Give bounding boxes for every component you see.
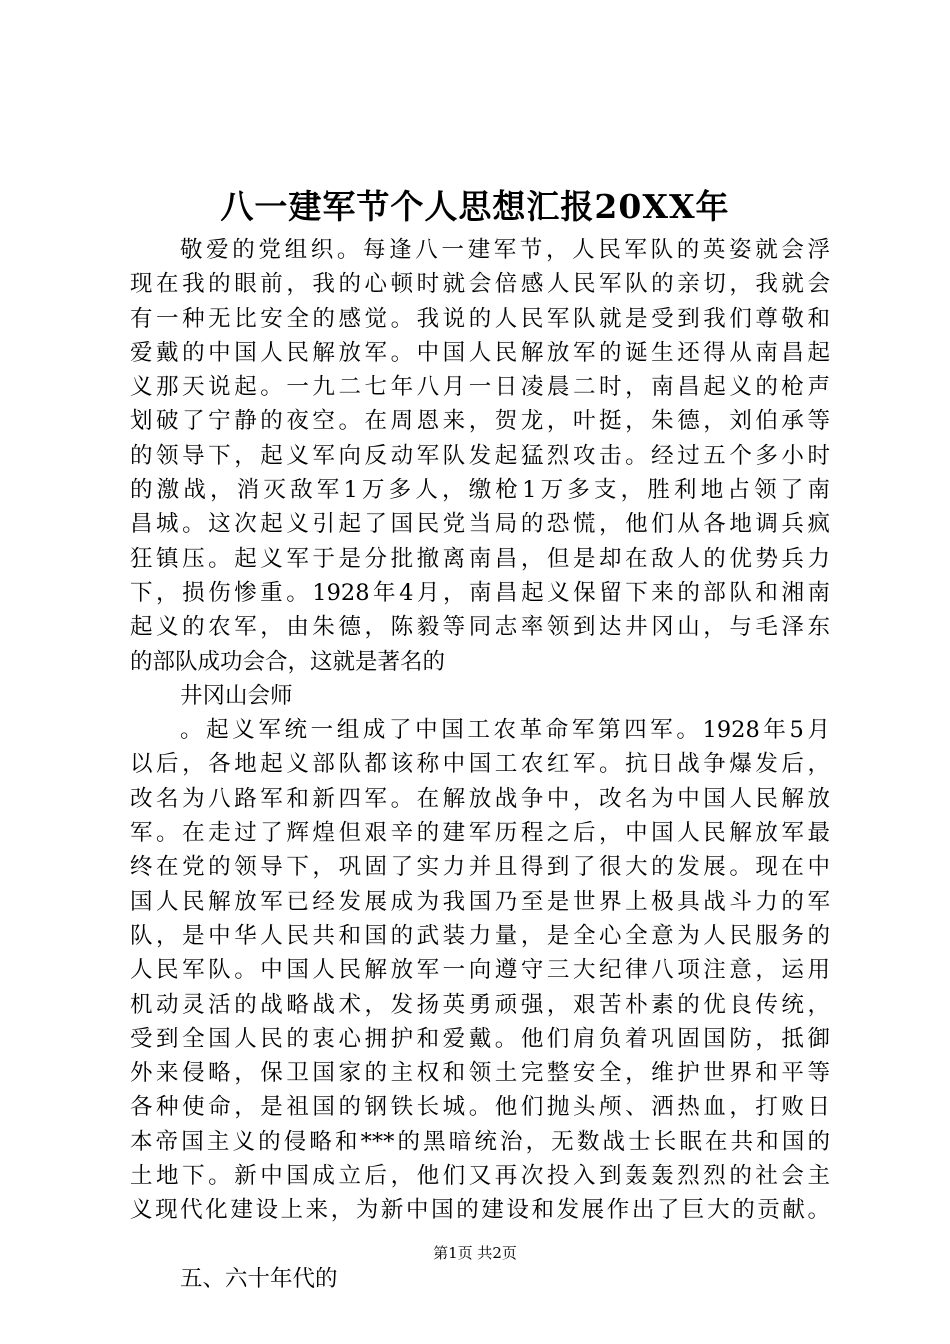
text-line: 有一种无比安全的感觉。我说的人民军队就是受到我们尊敬和 — [130, 305, 830, 332]
text-line: 队，是中华人民共和国的武装力量，是全心全意为人民服务的 — [130, 922, 830, 949]
text-line: 昌城。这次起义引起了国民党当局的恐慌，他们从各地调兵疯 — [130, 511, 830, 538]
text-line: 义现代化建设上来，为新中国的建设和发展作出了巨大的贡献。 — [130, 1197, 830, 1224]
text-line: 五、六十年代的 — [180, 1265, 338, 1292]
text-line: 井冈山会师 — [180, 682, 293, 709]
document-body — [130, 233, 830, 1296]
text-line: 外来侵略，保卫国家的主权和领土完整安全，维护世界和平等 — [130, 1060, 830, 1087]
page-number: 第1页 共2页 — [433, 1244, 517, 1262]
text-line: 起义的农军，由朱德，陈毅等同志率领到达井冈山，与毛泽东 — [130, 614, 830, 641]
text-line: 下，损伤惨重。1928年4月，南昌起义保留下来的部队和湘南 — [130, 579, 830, 606]
text-line: 改名为八路军和新四军。在解放战争中，改名为中国人民解放 — [130, 785, 830, 812]
text-line: 终在党的领导下，巩固了实力并且得到了很大的发展。现在中 — [130, 854, 830, 881]
text-line: 敬爱的党组织。每逢八一建军节，人民军队的英姿就会浮 — [180, 237, 830, 263]
text-line: 各种使命，是祖国的钢铁长城。他们抛头颅、洒热血，打败日 — [130, 1094, 830, 1121]
text-line: 军。在走过了辉煌但艰辛的建军历程之后，中国人民解放军最 — [130, 820, 830, 847]
text-line: 的激战，消灭敌军1万多人，缴枪1万多支，胜利地占领了南 — [130, 477, 830, 504]
text-line: 受到全国人民的衷心拥护和爱戴。他们肩负着巩固国防，抵御 — [130, 1025, 830, 1052]
text-line: 狂镇压。起义军于是分批撤离南昌，但是却在敌人的优势兵力 — [130, 545, 830, 572]
text-line: 国人民解放军已经发展成为我国乃至是世界上极具战斗力的军 — [130, 888, 830, 915]
text-line: 以后，各地起义部队都该称中国工农红军。抗日战争爆发后， — [130, 751, 830, 778]
text-line: 爱戴的中国人民解放军。中国人民解放军的诞生还得从南昌起 — [130, 339, 830, 366]
text-line: 现在我的眼前，我的心顿时就会倍感人民军队的亲切，我就会 — [130, 271, 830, 298]
text-line: 人民军队。中国人民解放军一向遵守三大纪律八项注意，运用 — [130, 957, 830, 984]
text-line: 的领导下，起义军向反动军队发起猛烈攻击。经过五个多小时 — [130, 442, 830, 469]
text-line: 。起义军统一组成了中国工农革命军第四军。1928年5月 — [180, 717, 830, 744]
text-line: 义那天说起。一九二七年八月一日凌晨二时，南昌起义的枪声 — [130, 374, 830, 401]
text-line: 本帝国主义的侵略和***的黑暗统治，无数战士长眠在共和国的 — [130, 1128, 830, 1155]
text-line: 机动灵活的战略战术，发扬英勇顽强，艰苦朴素的优良传统， — [130, 991, 830, 1018]
document-title: 八一建军节个人思想汇报20XX年 — [220, 187, 730, 226]
text-line: 土地下。新中国成立后，他们又再次投入到轰轰烈烈的社会主 — [130, 1163, 830, 1190]
text-line: 的部队成功会合，这就是著名的 — [130, 648, 446, 675]
text-line: 划破了宁静的夜空。在周恩来，贺龙，叶挺，朱德，刘伯承等 — [130, 408, 830, 435]
